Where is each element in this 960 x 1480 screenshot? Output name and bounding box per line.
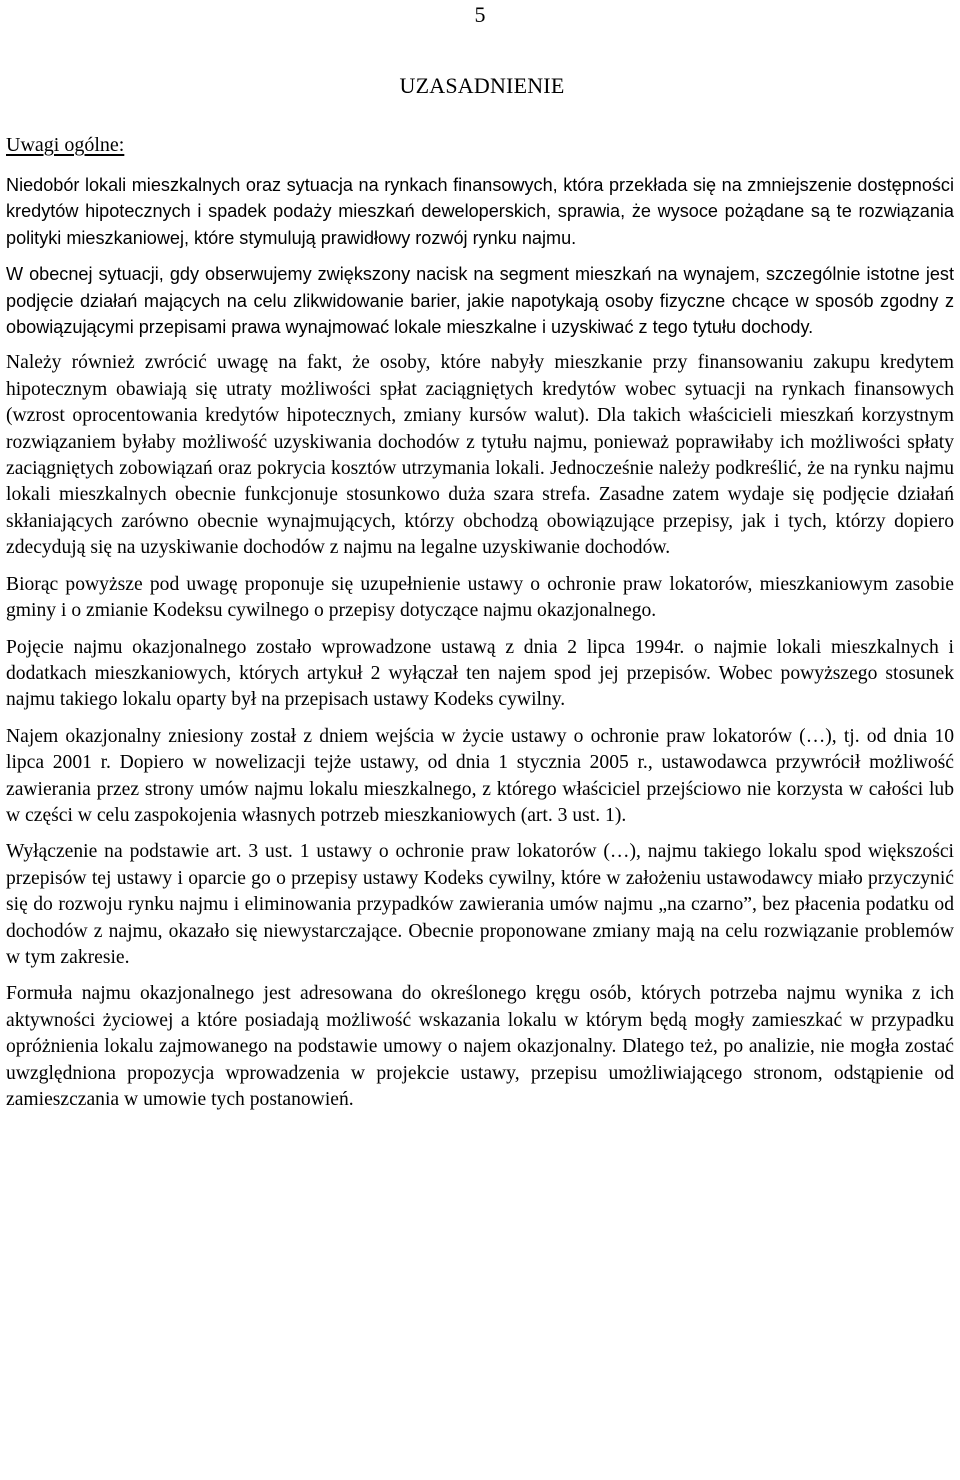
paragraph-2: W obecnej sytuacji, gdy obserwujemy zwiększony nacisk na segment mieszkań na wynajem, szczególnie istotne jest podjęcie działań mających na celu zlikwidowanie barier, jakie napotykają osoby fizyczne chcące w sposób zgodny z obowiązującymi przepisami prawa wynajmować lokale mieszkalne i uzyskiwać z tego tytułu dochody. — [6, 264, 954, 338]
paragraph-1: Niedobór lokali mieszkalnych oraz sytuacja na rynkach finansowych, która przekłada się na zmniejszenie dostępności kredytów hipotecznych i spadek podaży mieszkań deweloperskich, sprawia, że wysoce pożądane są te rozwiązania polityki mieszkaniowej, które stymulują prawidłowy rozwój rynku najmu. — [6, 175, 954, 248]
paragraph-4: Biorąc powyższe pod uwagę proponuje się uzupełnienie ustawy o ochronie praw lokatorów, mieszkaniowym zasobie gminy i o zmianie Kodeksu cywilnego o przepisy dotyczące najmu okazjonalnego. — [6, 573, 954, 622]
paragraph-6: Najem okazjonalny zniesiony został z dniem wejścia w życie ustawy o ochronie praw lokatorów (…), tj. od dnia 10 lipca 2001 r. Dopiero w nowelizacji tejże ustawy, od dnia 1 stycznia 2005 r., ustawodawca przywrócił możliwość zawierania przez strony umów najmu lokalu mieszkalnego, z którego właściciel przejściowo nie korzysta w całości lub w części w celu zaspokojenia własnych potrzeb mieszkaniowych (art. 3 ust. 1). — [6, 725, 954, 826]
page-number: 5 — [474, 2, 486, 27]
paragraph-3: Należy również zwrócić uwagę na fakt, że osoby, które nabyły mieszkanie przy finansowaniu zakupu kredytem hipotecznym obawiają się utraty możliwości spłat zaciągniętych kredytów wobec sytuacji na rynkach finansowych (wzrost oprocentowania kredytów hipotecznych, zmiany kursów walut). Dla takich właścicieli mieszkań korzystnym rozwiązaniem byłaby możliwość uzyskiwania dochodów z tytułu najmu, ponieważ poprawiłaby ich możliwości spłaty zaciągniętych zobowiązań oraz pokrycia kosztów utrzymania lokali. Jednocześnie należy podkreślić, że na rynku najmu lokali mieszkalnych obecnie funkcjonuje stosunkowo duża szara strefa. Zasadne zatem wydaje się podjęcie działań skłaniających zarówno obecnie wynajmujących, którzy obchodzą obowiązujące przepisy, jak i tych, którzy dopiero zdecydują się na uzyskiwanie dochodów z najmu na legalne uzyskiwanie dochodów. — [6, 352, 954, 559]
section-heading: Uwagi ogólne: — [6, 134, 125, 156]
paragraph-7: Wyłączenie na podstawie art. 3 ust. 1 ustawy o ochronie praw lokatorów (…), najmu takiego lokalu spod większości przepisów tej ustawy i oparcie go o przepisy ustawy Kodeks cywilny, które w założeniu ustawodawcy miało przyczynić się do rozwoju rynku najmu i eliminowania przypadków zawierania umów najmu „na czarno”, bez płacenia podatku od dochodów z najmu, okazało się niewystarczające. Obecnie proponowane zmiany mają na celu rozwiązanie problemów w tym zakresie. — [6, 841, 954, 968]
document-title: UZASADNIENIE — [399, 73, 565, 98]
document-body — [6, 172, 954, 1123]
paragraph-8: Formuła najmu okazjonalnego jest adresowana do określonego kręgu osób, których potrzeba najmu wynika z ich aktywności życiowej a które posiadają możliwość wskazania lokalu w którym będą mogły zamieszkać w przypadku opróżnienia lokalu zajmowanego na podstawie umowy o najem okazjonalny. Dlatego też, po analizie, nie mogła zostać uwzględniona propozycja wprowadzenia w projekcie ustawy, przepisu umożliwiającego stronom, odstąpienie od zamieszczania w umowie tych postanowień. — [6, 983, 954, 1110]
paragraph-5: Pojęcie najmu okazjonalnego zostało wprowadzone ustawą z dnia 2 lipca 1994r. o najmie lokali mieszkalnych i dodatkach mieszkaniowych, których artykuł 2 wyłączał ten najem spod jej przepisów. Wobec powyższego stosunek najmu takiego lokalu oparty był na przepisach ustawy Kodeks cywilny. — [6, 636, 954, 711]
